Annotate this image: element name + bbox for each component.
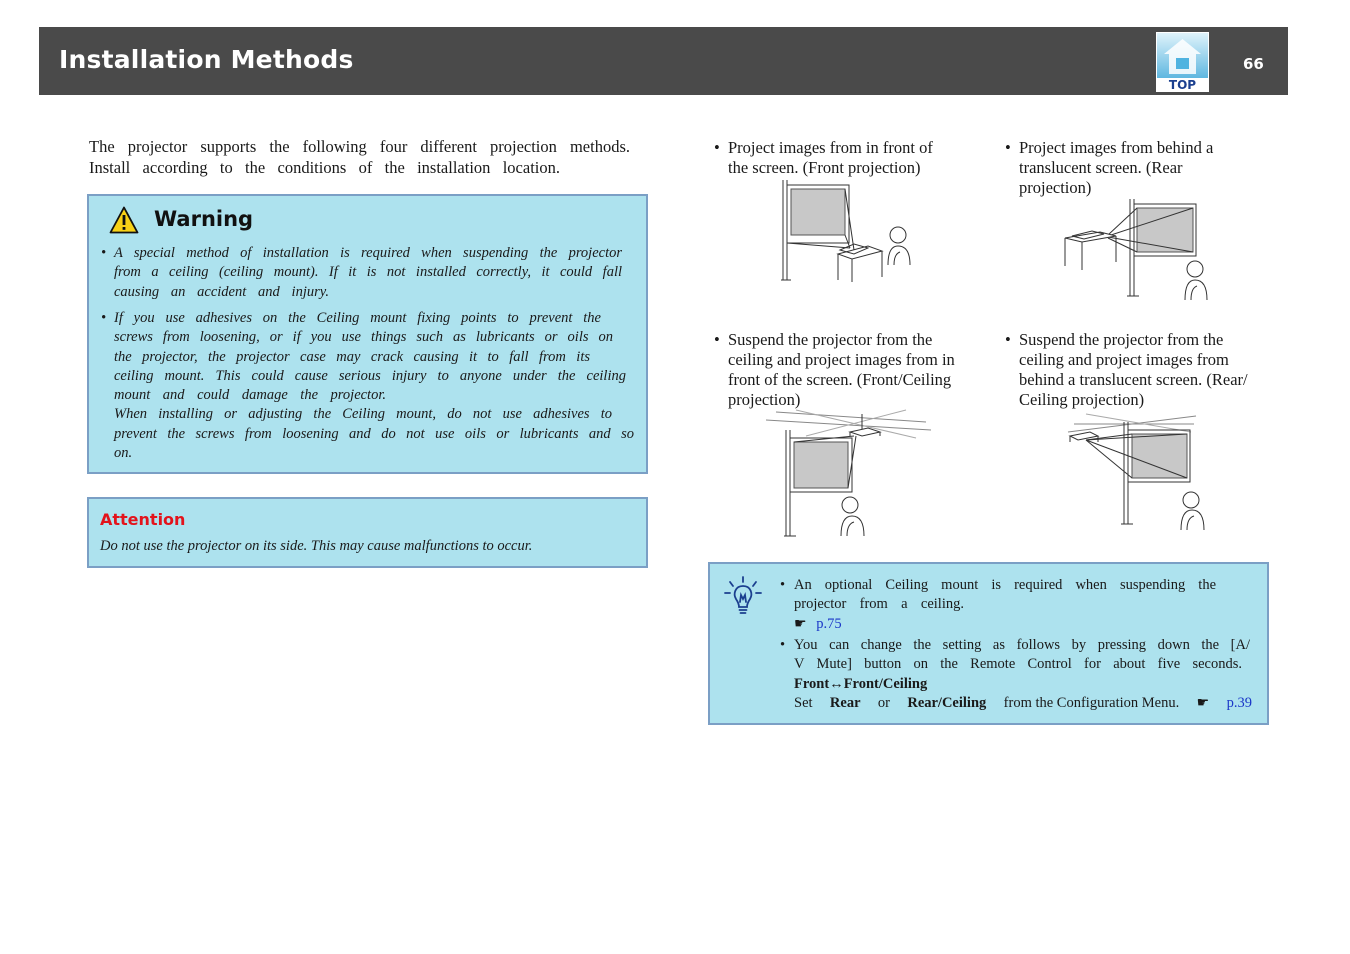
bullet: • [780, 577, 786, 593]
page-title: Installation Methods [59, 45, 354, 74]
warning-line: mount and could damage the projector. [114, 387, 386, 404]
front-projection-illustration [778, 180, 923, 285]
method-line: ceiling and project images from in [728, 350, 955, 369]
method-line: projection) [728, 390, 801, 409]
from-menu-text: from the Configuration Menu. [1003, 695, 1180, 712]
pointing-hand-icon: ☛ [1196, 695, 1210, 712]
tip-line: You can change the setting as follows by pressing down the [A/ [794, 637, 1250, 653]
bullet: • [101, 310, 107, 326]
front-ceiling-projection-illustration [766, 408, 936, 540]
attention-text: Do not use the projector on its side. This may cause malfunctions to occur. [100, 538, 533, 554]
warning-line: causing an accident and injury. [114, 283, 329, 300]
bullet: • [1005, 138, 1011, 157]
tip-line: An optional Ceiling mount is required when suspending the [794, 577, 1216, 593]
warning-title: Warning [154, 207, 254, 231]
warning-line: prevent the screws from loosening and do not use oils or lubricants and so [114, 425, 634, 442]
svg-text:TOP: TOP [1168, 78, 1197, 92]
method-line: front of the screen. (Front/Ceiling [728, 370, 952, 389]
method-line: translucent screen. (Rear [1019, 158, 1183, 177]
config-menu-line [794, 694, 1252, 713]
method-line: Project images from behind a [1019, 138, 1214, 157]
bullet: • [714, 138, 720, 157]
intro-line: Install according to the conditions of the installation location. [89, 158, 560, 177]
or-text: or [877, 695, 890, 712]
intro-paragraph [89, 136, 630, 178]
bullet: • [780, 637, 786, 653]
method-line: Project images from in front of [728, 138, 933, 157]
warning-line: screws from loosening, or if you use things such as lubricants or oils on [114, 329, 613, 346]
top-home-icon[interactable] [1156, 32, 1209, 92]
rear-projection-illustration [1060, 196, 1220, 302]
warning-triangle-icon [109, 206, 139, 234]
method-line: ceiling and project images from [1019, 350, 1229, 369]
mode-rear: Rear [829, 695, 861, 712]
page-header [39, 27, 1288, 95]
mode-front-ceiling: Front/Ceiling [843, 675, 928, 692]
warning-box [87, 194, 648, 474]
intro-line: The projector supports the following four different projection methods. [89, 137, 630, 156]
tip-ref-line [794, 615, 1216, 634]
warning-line: ceiling mount. This could cause serious injury to anyone under the ceiling [114, 367, 626, 384]
bullet: • [1005, 330, 1011, 349]
tip-box [708, 562, 1269, 725]
bullet: • [714, 330, 720, 349]
double-arrow-icon: ↔ [829, 675, 844, 692]
page-link-39[interactable]: p.39 [1226, 695, 1252, 712]
mode-rear-ceiling: Rear/Ceiling [907, 695, 987, 712]
rear-ceiling-projection-illustration [1066, 410, 1206, 532]
tip-line: projector from a ceiling. [794, 596, 964, 613]
method-line: Suspend the projector from the [728, 330, 933, 349]
set-text: Set [794, 695, 813, 712]
warning-line: When installing or adjusting the Ceiling mount, do not use adhesives to [114, 406, 612, 423]
mode-toggle-line [794, 675, 1250, 694]
method-line: projection) [1019, 178, 1092, 197]
warning-line: on. [114, 445, 133, 462]
mode-front: Front [794, 675, 830, 692]
method-line: the screen. (Front projection) [728, 158, 921, 177]
warning-line: from a ceiling (ceiling mount). If it is not installed correctly, it could fall [114, 264, 622, 281]
lightbulb-tip-icon [724, 576, 762, 616]
attention-title: Attention [100, 510, 186, 529]
page-link-75[interactable]: p.75 [816, 615, 842, 632]
bullet: • [101, 245, 107, 261]
warning-line: If you use adhesives on the Ceiling mount fixing points to prevent the [114, 310, 601, 326]
warning-line: A special method of installation is required when suspending the projector [114, 245, 622, 261]
method-line: behind a translucent screen. (Rear/ [1019, 370, 1248, 389]
method-line: Ceiling projection) [1019, 390, 1145, 409]
pointing-hand-icon: ☛ [794, 615, 807, 632]
method-line: Suspend the projector from the [1019, 330, 1224, 349]
tip-line: V Mute] button on the Remote Control for about five seconds. [794, 656, 1242, 673]
page-number: 66 [1243, 55, 1264, 73]
attention-box [87, 497, 648, 568]
warning-line: the projector, the projector case may crack causing it to fall from its [114, 348, 590, 365]
